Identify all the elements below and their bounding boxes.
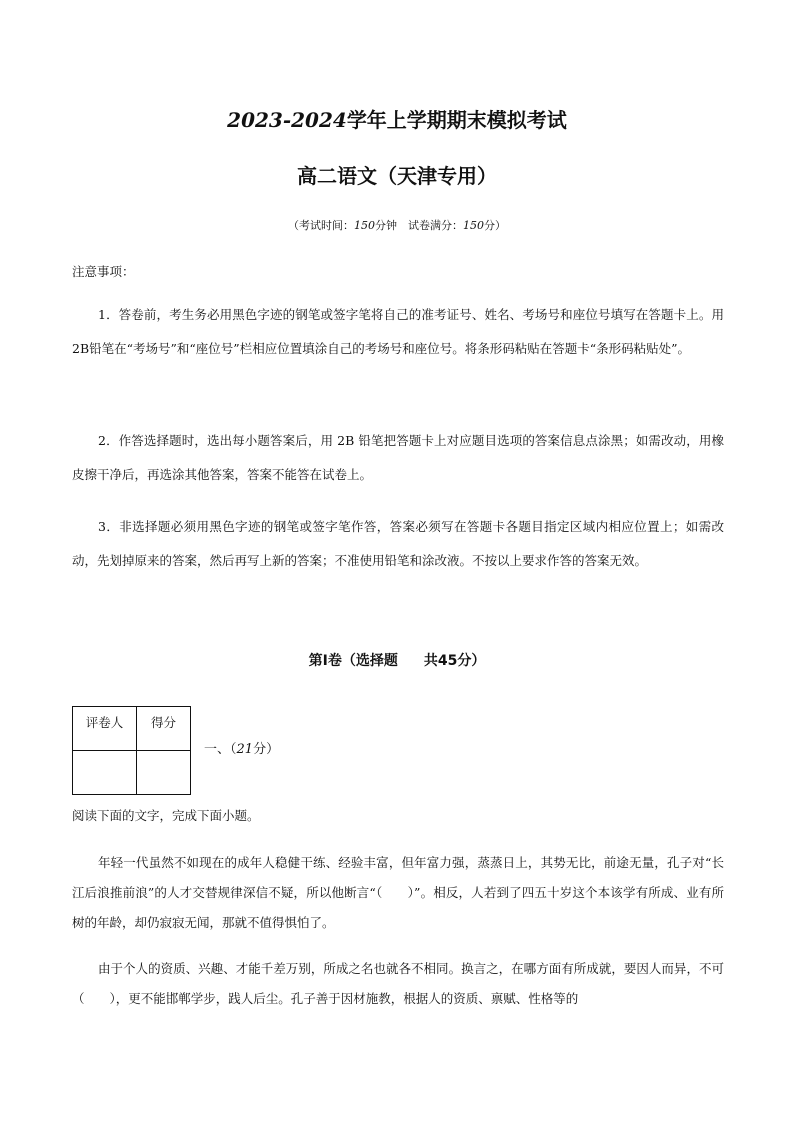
section-heading-right: 共45分） (423, 653, 486, 669)
exam-subtitle: 高二语文（天津专用） (297, 164, 497, 188)
score-table-cell-grader[interactable] (73, 751, 137, 795)
score-table-header-score: 得分 (137, 707, 191, 751)
exam-info-post: 分） (484, 219, 506, 232)
exam-time-unit: 分钟 试卷满分： (375, 219, 463, 232)
reading-passage-1: 年轻一代虽然不如现在的成年人稳健干练、经验丰富，但年富力强，蒸蒸日上，其势无比，前途无量，孔子对“长江后浪推前浪”的人才交替规律深信不疑，所以他断言“（ ）”。相反，人若到了四五十岁这个本该学有所成、业有所树的年龄，却仍寂寂无闻，那就不值得惧怕了。 (72, 855, 724, 930)
exam-title-text: 学年上学期期末模拟考试 (346, 108, 567, 132)
exam-title (0, 104, 794, 133)
exam-info-pre: （考试时间： (288, 219, 354, 232)
part-one-heading (204, 738, 279, 757)
notice-item-2: 2．作答选择题时，选出每小题答案后，用 2B 铅笔把答题卡上对应题目选项的答案信息点涂黑；如需改动，用橡皮擦干净后，再选涂其他答案，答案不能答在试卷上。 (72, 433, 724, 482)
reading-passage-2: 由于个人的资质、兴趣、才能千差万别，所成之名也就各不相同。换言之，在哪方面有所成就，要因人而异，不可（ ），更不能邯郸学步，践人后尘。孔子善于因材施教，根据人的资质、禀赋、性格等的 (72, 961, 724, 1006)
part-one-unit: 分） (253, 742, 280, 757)
part-one-points: 21 (236, 742, 254, 757)
notice-heading: 注意事项： (72, 264, 135, 279)
exam-score-number: 150 (463, 219, 484, 232)
notice-item-3: 3．非选择题必须用黑色字迹的钢笔或签字笔作答，答案必须写在答题卡各题目指定区域内相应位置上；如需改动，先划掉原来的答案，然后再写上新的答案；不准使用铅笔和涂改液。不按以上要求作答的答案无效。 (72, 519, 724, 568)
score-table-cell-score[interactable] (137, 751, 191, 795)
exam-time-number: 150 (354, 219, 375, 232)
part-one-label: 一、（ (204, 742, 237, 757)
reading-instruction: 阅读下面的文字，完成下面小题。 (72, 808, 260, 823)
score-table (72, 706, 191, 795)
section-heading-left: 第Ⅰ卷（选择题 (308, 653, 398, 669)
exam-info (0, 217, 794, 233)
notice-item-1: 1．答卷前，考生务必用黑色字迹的钢笔或签字笔将自己的准考证号、姓名、考场号和座位号填写在答题卡上。用2B铅笔在“考场号”和“座位号”栏相应位置填涂自己的考场号和座位号。将条形码粘贴在答题卡“条形码粘贴处”。 (72, 307, 724, 356)
section-heading (0, 650, 794, 670)
exam-title-year: 2023-2024 (227, 108, 347, 132)
score-table-header-grader: 评卷人 (73, 707, 137, 751)
